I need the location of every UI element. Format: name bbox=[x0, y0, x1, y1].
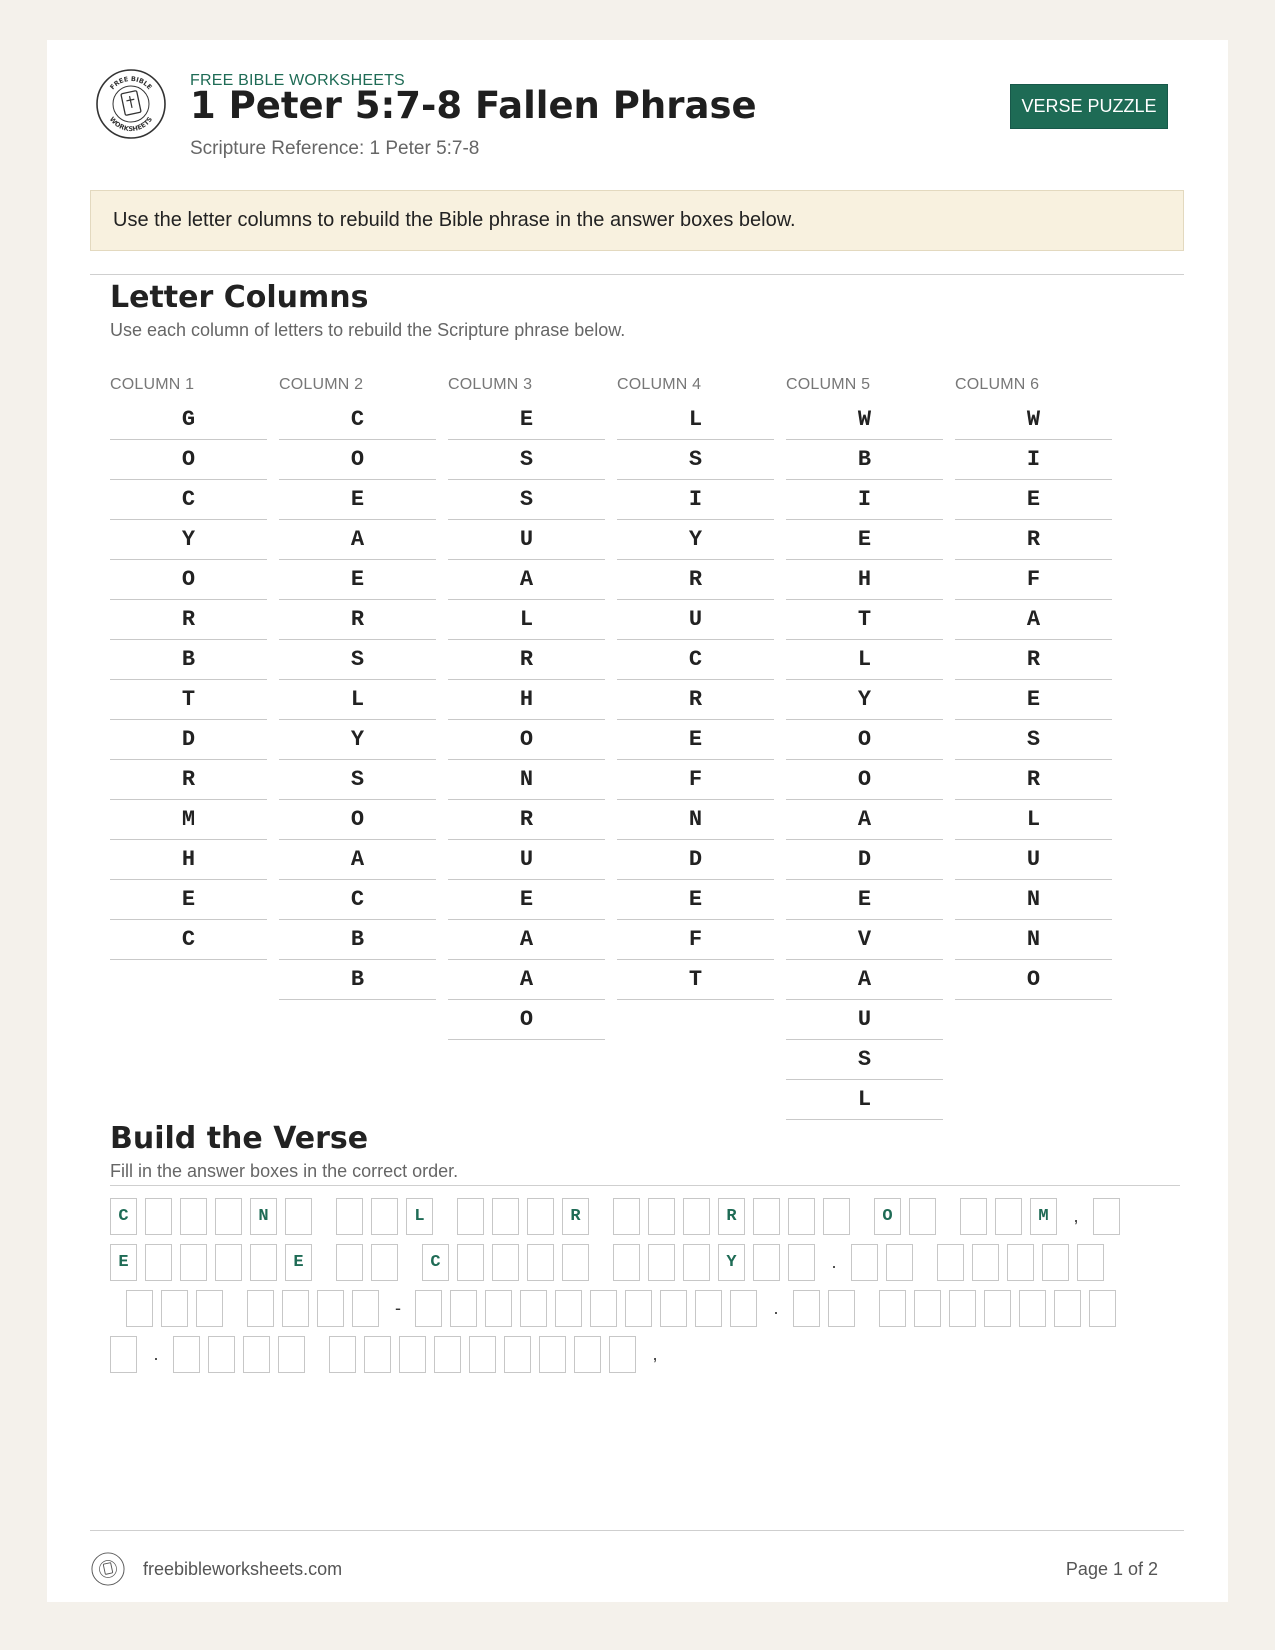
column-letter: A bbox=[786, 800, 943, 840]
column-letter: A bbox=[955, 600, 1112, 640]
answer-box[interactable] bbox=[180, 1244, 207, 1281]
answer-box[interactable] bbox=[527, 1244, 554, 1281]
header bbox=[47, 40, 1228, 190]
column-letter: U bbox=[617, 600, 774, 640]
column-letter: C bbox=[617, 640, 774, 680]
worksheet-page bbox=[47, 40, 1228, 1602]
column-letter: C bbox=[279, 400, 436, 440]
column-letter: U bbox=[786, 1000, 943, 1040]
answer-box[interactable] bbox=[788, 1244, 815, 1281]
column-letter: R bbox=[617, 680, 774, 720]
answer-box[interactable] bbox=[173, 1336, 200, 1373]
column-letter: U bbox=[448, 520, 605, 560]
answer-box-hint[interactable]: R bbox=[718, 1198, 745, 1235]
column-letter: H bbox=[448, 680, 605, 720]
column-letter: O bbox=[448, 1000, 605, 1040]
answer-box[interactable] bbox=[399, 1336, 426, 1373]
column-letter: V bbox=[786, 920, 943, 960]
column-letter: Y bbox=[786, 680, 943, 720]
answer-box[interactable] bbox=[555, 1290, 582, 1327]
answer-box[interactable] bbox=[730, 1290, 757, 1327]
column-letter: Y bbox=[617, 520, 774, 560]
column-label: COLUMN 5 bbox=[786, 376, 871, 393]
answer-box[interactable] bbox=[520, 1290, 547, 1327]
build-verse-title: Build the Verse bbox=[110, 1121, 369, 1156]
brand-name: FREE BIBLE WORKSHEETS bbox=[190, 72, 405, 89]
answer-box-hint[interactable]: E bbox=[285, 1244, 312, 1281]
column-letter: S bbox=[448, 440, 605, 480]
answer-box[interactable] bbox=[613, 1198, 640, 1235]
column-letter: R bbox=[110, 760, 267, 800]
answer-box[interactable] bbox=[145, 1244, 172, 1281]
column-letter: E bbox=[786, 520, 943, 560]
answer-box[interactable] bbox=[208, 1336, 235, 1373]
column-letter: U bbox=[955, 840, 1112, 880]
answer-box[interactable] bbox=[1019, 1290, 1046, 1327]
column-letter: E bbox=[955, 680, 1112, 720]
column-letter: S bbox=[448, 480, 605, 520]
punctuation: - bbox=[395, 1298, 401, 1318]
column-letter: T bbox=[617, 960, 774, 1000]
answer-box[interactable] bbox=[613, 1244, 640, 1281]
column-letter: N bbox=[617, 800, 774, 840]
column-letter: O bbox=[448, 720, 605, 760]
answer-box[interactable] bbox=[753, 1244, 780, 1281]
answer-line-3 bbox=[110, 1290, 1124, 1327]
punctuation: , bbox=[652, 1344, 658, 1364]
answer-box[interactable] bbox=[1054, 1290, 1081, 1327]
column-letter: E bbox=[617, 720, 774, 760]
column-letter: R bbox=[279, 600, 436, 640]
column-letter: L bbox=[786, 640, 943, 680]
answer-box-hint[interactable]: C bbox=[110, 1198, 137, 1235]
column-letter: R bbox=[955, 520, 1112, 560]
answer-line-1 bbox=[110, 1198, 1128, 1235]
column-letter: Y bbox=[110, 520, 267, 560]
letter-column-3 bbox=[448, 376, 605, 1040]
answer-box[interactable] bbox=[492, 1198, 519, 1235]
answer-box[interactable] bbox=[364, 1336, 391, 1373]
column-letter: O bbox=[279, 440, 436, 480]
answer-box[interactable] bbox=[539, 1336, 566, 1373]
column-letter: R bbox=[617, 560, 774, 600]
letter-column-1 bbox=[110, 376, 267, 960]
column-letter: O bbox=[786, 720, 943, 760]
answer-box[interactable] bbox=[851, 1244, 878, 1281]
answer-box[interactable] bbox=[457, 1198, 484, 1235]
answer-box[interactable] bbox=[434, 1336, 461, 1373]
answer-box[interactable] bbox=[609, 1336, 636, 1373]
answer-box[interactable] bbox=[1089, 1290, 1116, 1327]
column-letter: L bbox=[786, 1080, 943, 1120]
answer-line-2 bbox=[110, 1244, 1112, 1281]
column-label: COLUMN 2 bbox=[279, 376, 364, 393]
answer-box[interactable] bbox=[215, 1244, 242, 1281]
answer-box[interactable] bbox=[215, 1198, 242, 1235]
column-label: COLUMN 3 bbox=[448, 376, 533, 393]
answer-box-hint[interactable]: C bbox=[422, 1244, 449, 1281]
bible-logo-icon bbox=[95, 68, 167, 140]
answer-box[interactable] bbox=[984, 1290, 1011, 1327]
column-label: COLUMN 4 bbox=[617, 376, 702, 393]
answer-line-4 bbox=[110, 1336, 672, 1373]
column-letter: A bbox=[279, 520, 436, 560]
answer-box-hint[interactable]: E bbox=[110, 1244, 137, 1281]
answer-box[interactable] bbox=[126, 1290, 153, 1327]
column-letter: O bbox=[786, 760, 943, 800]
column-letter: L bbox=[448, 600, 605, 640]
answer-box[interactable] bbox=[1093, 1198, 1120, 1235]
answer-box[interactable] bbox=[457, 1244, 484, 1281]
answer-box-hint[interactable]: L bbox=[406, 1198, 433, 1235]
answer-box[interactable] bbox=[972, 1244, 999, 1281]
answer-box[interactable] bbox=[278, 1336, 305, 1373]
answer-box[interactable] bbox=[949, 1290, 976, 1327]
punctuation: . bbox=[153, 1344, 159, 1364]
answer-box[interactable] bbox=[504, 1336, 531, 1373]
column-letter: L bbox=[279, 680, 436, 720]
answer-box[interactable] bbox=[793, 1290, 820, 1327]
letter-column-4 bbox=[617, 376, 774, 1000]
column-letter: E bbox=[448, 880, 605, 920]
answer-box[interactable] bbox=[1007, 1244, 1034, 1281]
answer-box[interactable] bbox=[683, 1244, 710, 1281]
column-letter: F bbox=[617, 920, 774, 960]
column-letter: G bbox=[110, 400, 267, 440]
column-letter: S bbox=[786, 1040, 943, 1080]
column-letter: I bbox=[617, 480, 774, 520]
column-letter: C bbox=[110, 920, 267, 960]
answer-box[interactable] bbox=[329, 1336, 356, 1373]
column-letter: E bbox=[279, 560, 436, 600]
column-letter: B bbox=[110, 640, 267, 680]
answer-box[interactable] bbox=[352, 1290, 379, 1327]
answer-box[interactable] bbox=[492, 1244, 519, 1281]
answer-box[interactable] bbox=[145, 1198, 172, 1235]
column-letter: E bbox=[955, 480, 1112, 520]
answer-box[interactable] bbox=[415, 1290, 442, 1327]
column-letter: S bbox=[617, 440, 774, 480]
column-letter: D bbox=[110, 720, 267, 760]
answer-box-hint[interactable]: Y bbox=[718, 1244, 745, 1281]
column-letter: M bbox=[110, 800, 267, 840]
instructions-box: Use the letter columns to rebuild the Bible phrase in the answer boxes below. bbox=[90, 190, 1184, 251]
letter-column-5 bbox=[786, 376, 943, 1120]
column-letter: R bbox=[955, 640, 1112, 680]
footer-logo-icon bbox=[91, 1552, 125, 1586]
answer-box[interactable] bbox=[660, 1290, 687, 1327]
answer-box[interactable] bbox=[960, 1198, 987, 1235]
verse-puzzle-badge: VERSE PUZZLE bbox=[1010, 84, 1168, 129]
answer-box[interactable] bbox=[243, 1336, 270, 1373]
answer-box[interactable] bbox=[317, 1290, 344, 1327]
column-letter: A bbox=[448, 920, 605, 960]
answer-box[interactable] bbox=[695, 1290, 722, 1327]
column-letter: U bbox=[448, 840, 605, 880]
column-letter: C bbox=[279, 880, 436, 920]
footer-website: freebibleworksheets.com bbox=[143, 1559, 343, 1579]
column-letter: O bbox=[955, 960, 1112, 1000]
divider bbox=[90, 274, 1184, 275]
answer-box[interactable] bbox=[161, 1290, 188, 1327]
answer-box[interactable] bbox=[909, 1198, 936, 1235]
column-letter: E bbox=[617, 880, 774, 920]
answer-box[interactable] bbox=[180, 1198, 207, 1235]
punctuation: , bbox=[1073, 1206, 1079, 1226]
answer-box-hint[interactable]: O bbox=[874, 1198, 901, 1235]
column-letter: W bbox=[786, 400, 943, 440]
column-letter: H bbox=[110, 840, 267, 880]
footer-divider bbox=[90, 1530, 1184, 1531]
column-letter: D bbox=[617, 840, 774, 880]
letter-columns-title: Letter Columns bbox=[110, 280, 369, 315]
answer-box[interactable] bbox=[648, 1244, 675, 1281]
scripture-reference: Scripture Reference: 1 Peter 5:7-8 bbox=[190, 138, 480, 159]
column-letter: N bbox=[955, 920, 1112, 960]
build-verse-subtitle: Fill in the answer boxes in the correct order. bbox=[110, 1161, 459, 1181]
answer-box[interactable] bbox=[1042, 1244, 1069, 1281]
answer-box[interactable] bbox=[574, 1336, 601, 1373]
answer-box[interactable] bbox=[527, 1198, 554, 1235]
column-letter: S bbox=[279, 760, 436, 800]
column-letter: E bbox=[110, 880, 267, 920]
answer-box[interactable] bbox=[250, 1244, 277, 1281]
column-letter: O bbox=[110, 560, 267, 600]
answer-box-hint[interactable]: R bbox=[562, 1198, 589, 1235]
answer-box[interactable] bbox=[1077, 1244, 1104, 1281]
column-letter: E bbox=[786, 880, 943, 920]
answer-box[interactable] bbox=[562, 1244, 589, 1281]
column-letter: D bbox=[786, 840, 943, 880]
column-letter: T bbox=[110, 680, 267, 720]
column-letter: R bbox=[955, 760, 1112, 800]
column-letter: R bbox=[448, 800, 605, 840]
column-letter: L bbox=[955, 800, 1112, 840]
column-letter: C bbox=[110, 480, 267, 520]
column-letter: A bbox=[279, 840, 436, 880]
column-letter: N bbox=[448, 760, 605, 800]
column-letter: S bbox=[279, 640, 436, 680]
answer-box[interactable] bbox=[285, 1198, 312, 1235]
answer-box[interactable] bbox=[371, 1198, 398, 1235]
column-letter: B bbox=[279, 920, 436, 960]
answer-box[interactable] bbox=[196, 1290, 223, 1327]
logo-text-bottom: WORKSHEETS bbox=[107, 115, 155, 134]
column-letter: N bbox=[955, 880, 1112, 920]
page-title: 1 Peter 5:7-8 Fallen Phrase bbox=[190, 84, 757, 127]
letter-column-2 bbox=[279, 376, 436, 1000]
column-letter: T bbox=[786, 600, 943, 640]
answer-box[interactable] bbox=[914, 1290, 941, 1327]
answer-box[interactable] bbox=[995, 1198, 1022, 1235]
column-letter: L bbox=[617, 400, 774, 440]
answer-box[interactable] bbox=[485, 1290, 512, 1327]
column-letter: Y bbox=[279, 720, 436, 760]
column-label: COLUMN 6 bbox=[955, 376, 1040, 393]
answer-box[interactable] bbox=[247, 1290, 274, 1327]
answer-box[interactable] bbox=[450, 1290, 477, 1327]
answer-box-hint[interactable]: N bbox=[250, 1198, 277, 1235]
column-letter: A bbox=[786, 960, 943, 1000]
answer-box[interactable] bbox=[110, 1336, 137, 1373]
page-number: Page 1 of 2 bbox=[1065, 1559, 1158, 1579]
column-letter: O bbox=[110, 440, 267, 480]
answer-box[interactable] bbox=[879, 1290, 906, 1327]
answer-box[interactable] bbox=[753, 1198, 780, 1235]
column-letter: O bbox=[279, 800, 436, 840]
column-letter: A bbox=[448, 960, 605, 1000]
answer-box-hint[interactable]: M bbox=[1030, 1198, 1057, 1235]
column-letter: B bbox=[279, 960, 436, 1000]
column-letter: R bbox=[448, 640, 605, 680]
column-letter: B bbox=[786, 440, 943, 480]
divider bbox=[110, 1185, 1180, 1186]
column-letter: I bbox=[786, 480, 943, 520]
answer-box[interactable] bbox=[886, 1244, 913, 1281]
punctuation: . bbox=[773, 1298, 779, 1318]
column-letter: S bbox=[955, 720, 1112, 760]
answer-box[interactable] bbox=[683, 1198, 710, 1235]
answer-box[interactable] bbox=[788, 1198, 815, 1235]
letter-columns-subtitle: Use each column of letters to rebuild the Scripture phrase below. bbox=[110, 320, 626, 340]
answer-box[interactable] bbox=[469, 1336, 496, 1373]
column-letter: W bbox=[955, 400, 1112, 440]
column-letter: F bbox=[617, 760, 774, 800]
column-letter: F bbox=[955, 560, 1112, 600]
answer-box[interactable] bbox=[937, 1244, 964, 1281]
answer-box[interactable] bbox=[336, 1198, 363, 1235]
column-letter: E bbox=[279, 480, 436, 520]
column-letter: E bbox=[448, 400, 605, 440]
answer-box[interactable] bbox=[823, 1198, 850, 1235]
answer-box[interactable] bbox=[371, 1244, 398, 1281]
column-letter: A bbox=[448, 560, 605, 600]
answer-box[interactable] bbox=[828, 1290, 855, 1327]
logo-text-top: FREE BIBLE bbox=[108, 74, 154, 92]
answer-box[interactable] bbox=[282, 1290, 309, 1327]
answer-box[interactable] bbox=[336, 1244, 363, 1281]
answer-box[interactable] bbox=[590, 1290, 617, 1327]
punctuation: . bbox=[831, 1252, 837, 1272]
column-letter: R bbox=[110, 600, 267, 640]
column-letter: H bbox=[786, 560, 943, 600]
column-label: COLUMN 1 bbox=[110, 376, 195, 393]
column-letter: I bbox=[955, 440, 1112, 480]
answer-box[interactable] bbox=[648, 1198, 675, 1235]
letter-column-6 bbox=[955, 376, 1112, 1000]
answer-box[interactable] bbox=[625, 1290, 652, 1327]
